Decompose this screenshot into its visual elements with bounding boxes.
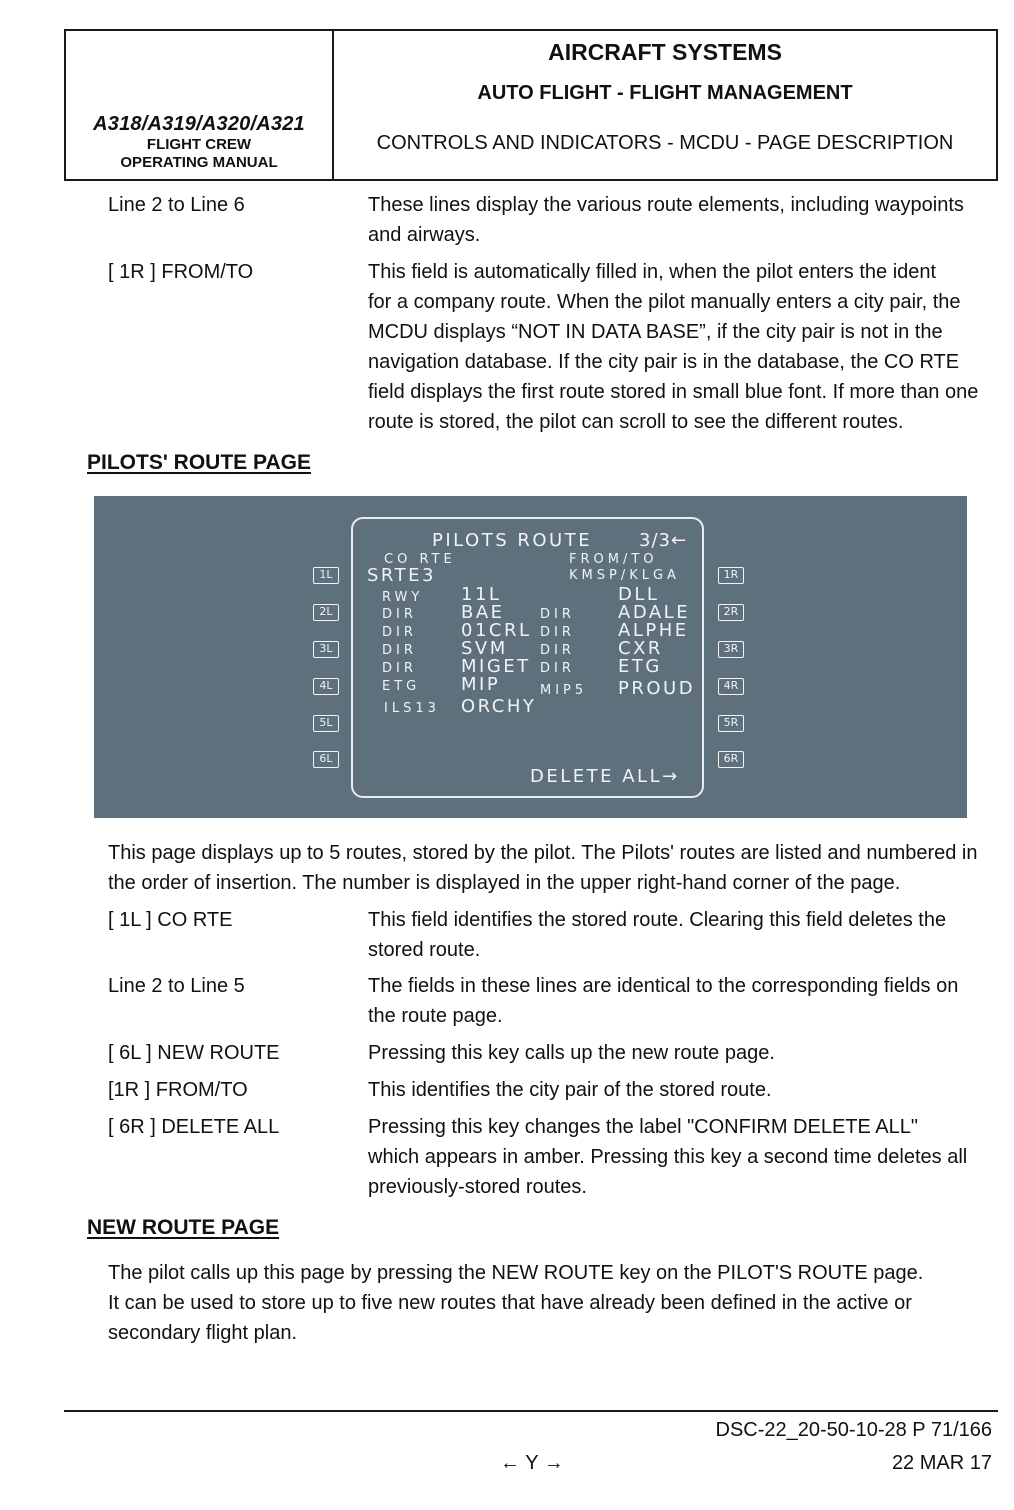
- text-line: This field is automatically filled in, when the pilot enters the ident: [368, 261, 937, 283]
- text-line: The fields in these lines are identical to the corresponding fields on: [368, 975, 959, 997]
- chapter-subtitle: AUTO FLIGHT - FLIGHT MANAGEMENT: [477, 82, 853, 104]
- text-line: field displays the first route stored in small blue font. If more than one: [368, 381, 979, 403]
- definition-term: [ 1R ] FROM/TO: [108, 261, 254, 283]
- definition-term: Line 2 to Line 6: [108, 194, 245, 216]
- mcdu-airway-label: DIR: [540, 625, 575, 640]
- lsk-3l[interactable]: 3L: [313, 641, 339, 658]
- aircraft-models: A318/A319/A320/A321: [93, 113, 305, 135]
- mcdu-waypoint: ORCHY: [461, 696, 537, 717]
- text-line: route is stored, the pilot can scroll to see the different routes.: [368, 411, 904, 433]
- section-heading: NEW ROUTE PAGE: [87, 1216, 280, 1239]
- text-line: This identifies the city pair of the stored route.: [368, 1079, 772, 1101]
- text-line: This page displays up to 5 routes, stored by the pilot. The Pilots' routes are listed and numbered in: [108, 842, 978, 864]
- text-line: the route page.: [368, 1005, 503, 1027]
- definition-text: [368, 1038, 998, 1068]
- mcdu-screen: [351, 517, 704, 798]
- co-rte-value: SRTE3: [367, 565, 436, 586]
- lsk-5l[interactable]: 5L: [313, 715, 339, 732]
- definition-text: [368, 1075, 998, 1105]
- mcdu-airway-label: ETG: [382, 679, 421, 694]
- text-line: These lines display the various route elements, including waypoints: [368, 194, 964, 216]
- mcdu-airway-label: MIP5: [540, 683, 588, 698]
- text-line: This field identifies the stored route. Clearing this field deletes the: [368, 909, 947, 931]
- mcdu-airway-label: DIR: [540, 607, 575, 622]
- definition-term: Line 2 to Line 5: [108, 975, 245, 997]
- delete-all-prompt: DELETE ALL→: [530, 766, 680, 787]
- mcdu-waypoint: SVM: [461, 638, 508, 659]
- definition-text: [368, 257, 998, 437]
- footer-rule: [64, 1410, 998, 1412]
- from-to-label: FROM/TO: [569, 552, 658, 567]
- revision-date: 22 MAR 17: [891, 1452, 992, 1474]
- revision-arrows: ← Y →: [500, 1452, 564, 1474]
- lsk-3r[interactable]: 3R: [718, 641, 744, 658]
- mcdu-airway-label: DIR: [540, 643, 575, 658]
- text-line: which appears in amber. Pressing this key a second time deletes all: [368, 1146, 968, 1168]
- mcdu-waypoint: MIP: [461, 674, 501, 695]
- mcdu-page-number: 3/3←: [639, 530, 688, 551]
- flight-crew-label: FLIGHT CREW: [146, 136, 252, 153]
- mcdu-waypoint: ADALE: [618, 602, 691, 623]
- document-reference: DSC-22_20-50-10-28 P 71/166: [715, 1419, 992, 1441]
- lsk-5r[interactable]: 5R: [718, 715, 744, 732]
- mcdu-airway-label: ILS13: [384, 701, 440, 716]
- text-line: MCDU displays “NOT IN DATA BASE”, if the city pair is not in the: [368, 321, 943, 343]
- lsk-1l[interactable]: 1L: [313, 567, 339, 584]
- operating-manual-label: OPERATING MANUAL: [120, 154, 278, 171]
- paragraph: [108, 838, 1003, 898]
- mcdu-waypoint: ETG: [618, 656, 662, 677]
- definition-term: [ 6L ] NEW ROUTE: [108, 1042, 280, 1064]
- text-line: It can be used to store up to five new routes that have already been defined in the active or: [108, 1292, 912, 1314]
- lsk-2r[interactable]: 2R: [718, 604, 744, 621]
- text-line: for a company route. When the pilot manually enters a city pair, the: [368, 291, 961, 313]
- mcdu-page-title: PILOTS ROUTE: [432, 530, 593, 551]
- chapter-title: AIRCRAFT SYSTEMS: [548, 39, 782, 65]
- mcdu-waypoint: 01CRL: [461, 620, 532, 641]
- mcdu-airway-label: DIR: [382, 625, 417, 640]
- mcdu-airway-label: DIR: [382, 607, 417, 622]
- section-heading: PILOTS' ROUTE PAGE: [87, 451, 311, 474]
- definition-term: [ 1L ] CO RTE: [108, 909, 233, 931]
- text-line: stored route.: [368, 939, 481, 961]
- definition-term: [ 6R ] DELETE ALL: [108, 1116, 280, 1138]
- text-line: secondary flight plan.: [108, 1322, 298, 1344]
- definition-text: [368, 190, 998, 250]
- definition-text: [368, 1112, 998, 1202]
- mcdu-waypoint: BAE: [461, 602, 505, 623]
- mcdu-waypoint: PROUD: [618, 678, 696, 699]
- mcdu-waypoint: MIGET: [461, 656, 531, 677]
- definition-text: [368, 905, 998, 965]
- text-line: The pilot calls up this page by pressing the NEW ROUTE key on the PILOT'S ROUTE page.: [108, 1262, 924, 1284]
- mcdu-waypoint: CXR: [618, 638, 663, 659]
- lsk-1r[interactable]: 1R: [718, 567, 744, 584]
- text-line: Pressing this key calls up the new route page.: [368, 1042, 775, 1064]
- lsk-6r[interactable]: 6R: [718, 751, 744, 768]
- definition-term: [1R ] FROM/TO: [108, 1079, 248, 1101]
- paragraph: [108, 1258, 1003, 1348]
- section-title: CONTROLS AND INDICATORS - MCDU - PAGE DESCRIPTION: [376, 132, 954, 154]
- document-header: [64, 29, 998, 181]
- mcdu-waypoint: ALPHE: [618, 620, 689, 641]
- definition-text: [368, 971, 998, 1031]
- lsk-4r[interactable]: 4R: [718, 678, 744, 695]
- text-line: Pressing this key changes the label "CONFIRM DELETE ALL": [368, 1116, 918, 1138]
- mcdu-airway-label: DIR: [540, 661, 575, 676]
- mcdu-airway-label: DIR: [382, 643, 417, 658]
- lsk-4l[interactable]: 4L: [313, 678, 339, 695]
- from-to-value: KMSP/KLGA: [569, 568, 680, 583]
- co-rte-label: CO RTE: [384, 552, 456, 567]
- text-line: navigation database. If the city pair is in the database, the CO RTE: [368, 351, 960, 373]
- mcdu-waypoint: 11L: [461, 584, 502, 605]
- text-line: the order of insertion. The number is displayed in the upper right-hand corner of the page.: [108, 872, 901, 894]
- mcdu-illustration: [94, 496, 967, 818]
- mcdu-airway-label: DIR: [382, 661, 417, 676]
- mcdu-waypoint: DLL: [618, 584, 660, 605]
- text-line: and airways.: [368, 224, 481, 246]
- lsk-2l[interactable]: 2L: [313, 604, 339, 621]
- lsk-6l[interactable]: 6L: [313, 751, 339, 768]
- text-line: previously-stored routes.: [368, 1176, 587, 1198]
- mcdu-airway-label: RWY: [382, 590, 424, 605]
